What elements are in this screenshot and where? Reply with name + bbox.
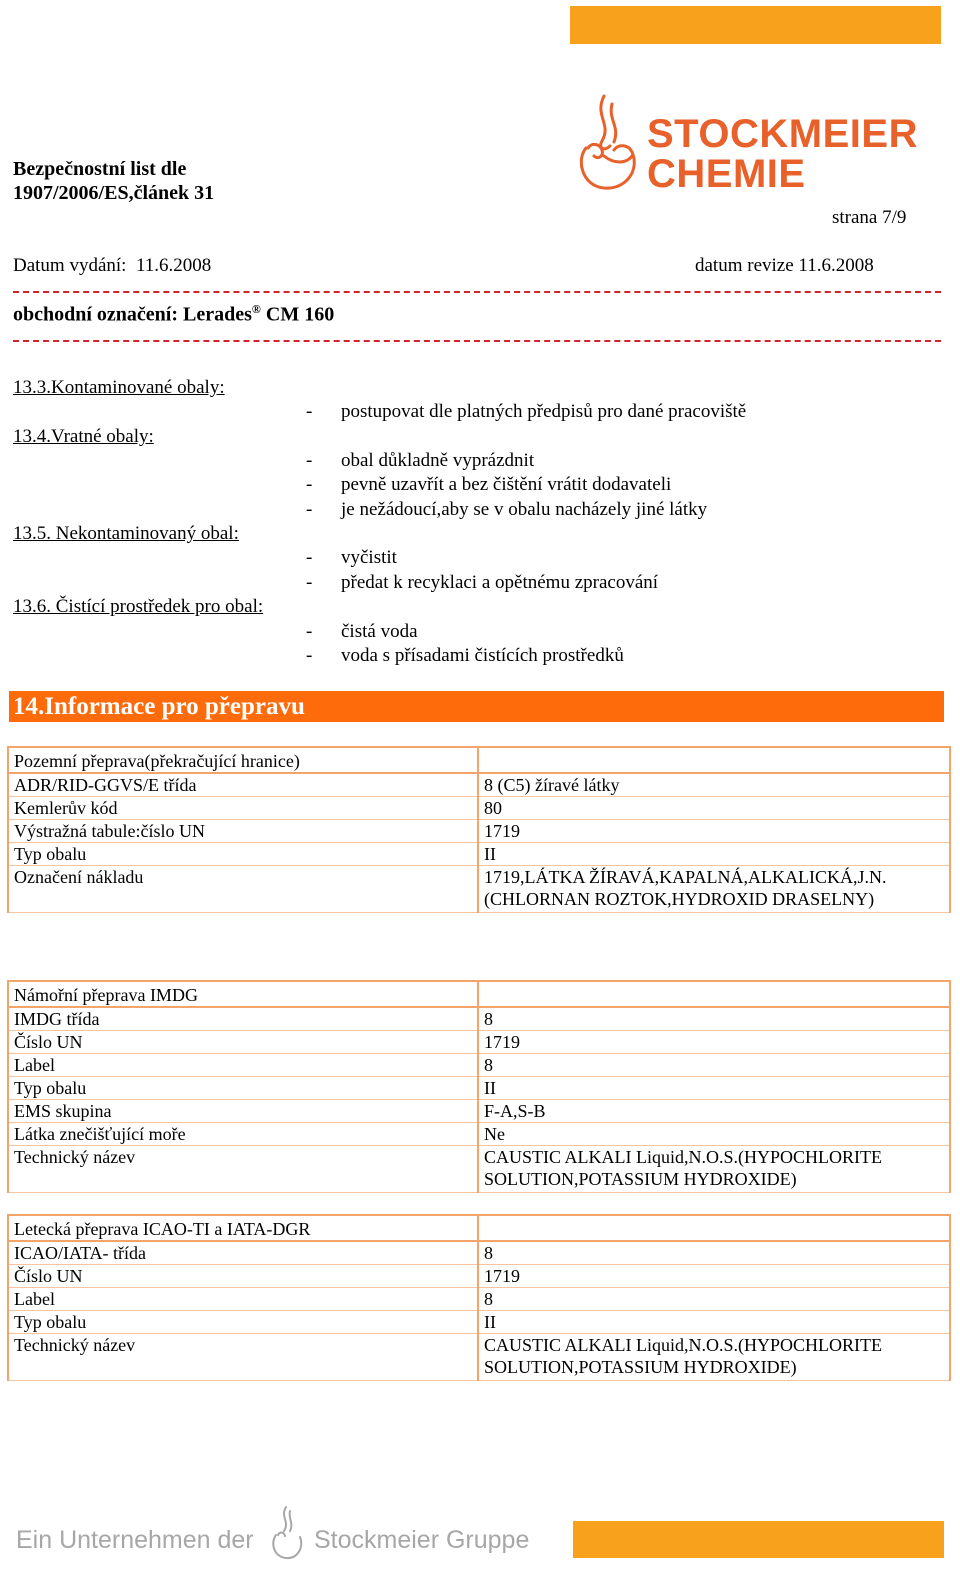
table-heading: Námořní přeprava IMDG	[8, 981, 478, 1007]
table-heading: Pozemní přeprava(překračující hranice)	[8, 747, 478, 773]
revision-date: datum revize 11.6.2008	[695, 255, 874, 276]
table-row	[8, 820, 950, 843]
table-row	[8, 773, 950, 797]
table-row	[8, 1288, 950, 1311]
table-cell-label: EMS skupina	[8, 1100, 478, 1123]
section-14-title: 14.Informace pro přepravu	[13, 693, 305, 720]
section-13-4-heading: 13.4.Vratné obaly:	[13, 426, 154, 447]
table-cell-value: 1719	[478, 820, 950, 843]
table-cell-value: II	[478, 843, 950, 866]
table-row	[8, 1311, 950, 1334]
table-row	[8, 1241, 950, 1265]
table-cell-value: 8 (C5) žíravé látky	[478, 773, 950, 797]
issue-date: Datum vydání: 11.6.2008	[13, 255, 212, 276]
table-row	[8, 797, 950, 820]
table-row	[8, 1007, 950, 1031]
footer-accent-bar	[573, 1521, 944, 1558]
table-cell-label: Typ obalu	[8, 843, 478, 866]
trade-name-suffix: CM 160	[260, 303, 335, 326]
table-cell-value: 1719	[478, 1031, 950, 1054]
header-accent-bar	[570, 6, 941, 44]
table-cell-value: II	[478, 1077, 950, 1100]
table-cell-label: Label	[8, 1054, 478, 1077]
table-cell-label: Typ obalu	[8, 1311, 478, 1334]
logo-line2: CHEMIE	[647, 152, 806, 196]
trade-name	[13, 302, 334, 327]
section-13-6-heading: 13.6. Čistící prostředek pro obal:	[13, 596, 264, 617]
table-cell-empty	[478, 1215, 950, 1241]
table-cell-label: IMDG třída	[8, 1007, 478, 1031]
table-cell-label: ICAO/IATA- třída	[8, 1241, 478, 1265]
table-row	[8, 1054, 950, 1077]
flame-hand-icon	[270, 1503, 304, 1566]
divider-bottom	[13, 340, 941, 342]
document-title	[13, 157, 214, 205]
table-heading: Letecká přeprava ICAO-TI a IATA-DGR	[8, 1215, 478, 1241]
doc-title-line2: 1907/2006/ES,článek 31	[13, 182, 215, 204]
trade-name-prefix: obchodní označení: Lerades	[13, 303, 252, 326]
table-cell-label: Označení nákladu	[8, 866, 478, 913]
table-cell-value: 1719	[478, 1265, 950, 1288]
table-cell-label: Výstražná tabule:číslo UN	[8, 820, 478, 843]
table-row	[8, 1077, 950, 1100]
land-transport-table	[7, 746, 951, 913]
table-cell-value: 8	[478, 1007, 950, 1031]
table-row	[8, 1146, 950, 1193]
table-row	[8, 866, 950, 913]
page-number: strana 7/9	[832, 207, 907, 228]
table-row	[8, 843, 950, 866]
table-cell-value: CAUSTIC ALKALI Liquid,N.O.S.(HYPOCHLORITE SOLUTION,POTASSIUM HYDROXIDE)	[478, 1146, 950, 1193]
table-row	[8, 1265, 950, 1288]
table-cell-value: II	[478, 1311, 950, 1334]
table-cell-label: Kemlerův kód	[8, 797, 478, 820]
table-cell-label: Technický název	[8, 1146, 478, 1193]
table-cell-value: F-A,S-B	[478, 1100, 950, 1123]
table-cell-label: Číslo UN	[8, 1031, 478, 1054]
table-cell-value: 8	[478, 1054, 950, 1077]
company-logo	[647, 114, 918, 194]
flame-hand-icon	[574, 86, 644, 201]
table-cell-label: ADR/RID-GGVS/E třída	[8, 773, 478, 797]
section-13-5-heading: 13.5. Nekontaminovaný obal:	[13, 523, 239, 544]
footer-group-text: Stockmeier Gruppe	[314, 1526, 530, 1554]
table-cell-value: 1719,LÁTKA ŽÍRAVÁ,KAPALNÁ,ALKALICKÁ,J.N.(CHLORNAN ROZTOK,HYDROXID DRASELNY)	[478, 866, 950, 913]
table-cell-label: Label	[8, 1288, 478, 1311]
logo-line1: STOCKMEIER	[647, 112, 918, 156]
table-row	[8, 1123, 950, 1146]
registered-mark: ®	[251, 302, 261, 316]
footer-company-text: Ein Unternehmen der	[16, 1526, 254, 1554]
table-cell-value: 80	[478, 797, 950, 820]
table-row	[8, 1031, 950, 1054]
sea-transport-table	[7, 980, 951, 1193]
air-transport-table	[7, 1214, 951, 1381]
table-cell-empty	[478, 747, 950, 773]
table-cell-value: Ne	[478, 1123, 950, 1146]
table-cell-label: Technický název	[8, 1334, 478, 1381]
doc-title-line1: Bezpečnostní list dle	[13, 158, 187, 180]
table-row	[8, 1334, 950, 1381]
divider-top	[13, 291, 941, 293]
table-cell-value: CAUSTIC ALKALI Liquid,N.O.S.(HYPOCHLORITE SOLUTION,POTASSIUM HYDROXIDE)	[478, 1334, 950, 1381]
table-cell-label: Typ obalu	[8, 1077, 478, 1100]
table-cell-label: Číslo UN	[8, 1265, 478, 1288]
table-cell-value: 8	[478, 1241, 950, 1265]
section-13-3-heading: 13.3.Kontaminované obaly:	[13, 377, 225, 398]
table-cell-label: Látka znečišťující moře	[8, 1123, 478, 1146]
table-cell-value: 8	[478, 1288, 950, 1311]
table-row	[8, 1100, 950, 1123]
table-cell-empty	[478, 981, 950, 1007]
